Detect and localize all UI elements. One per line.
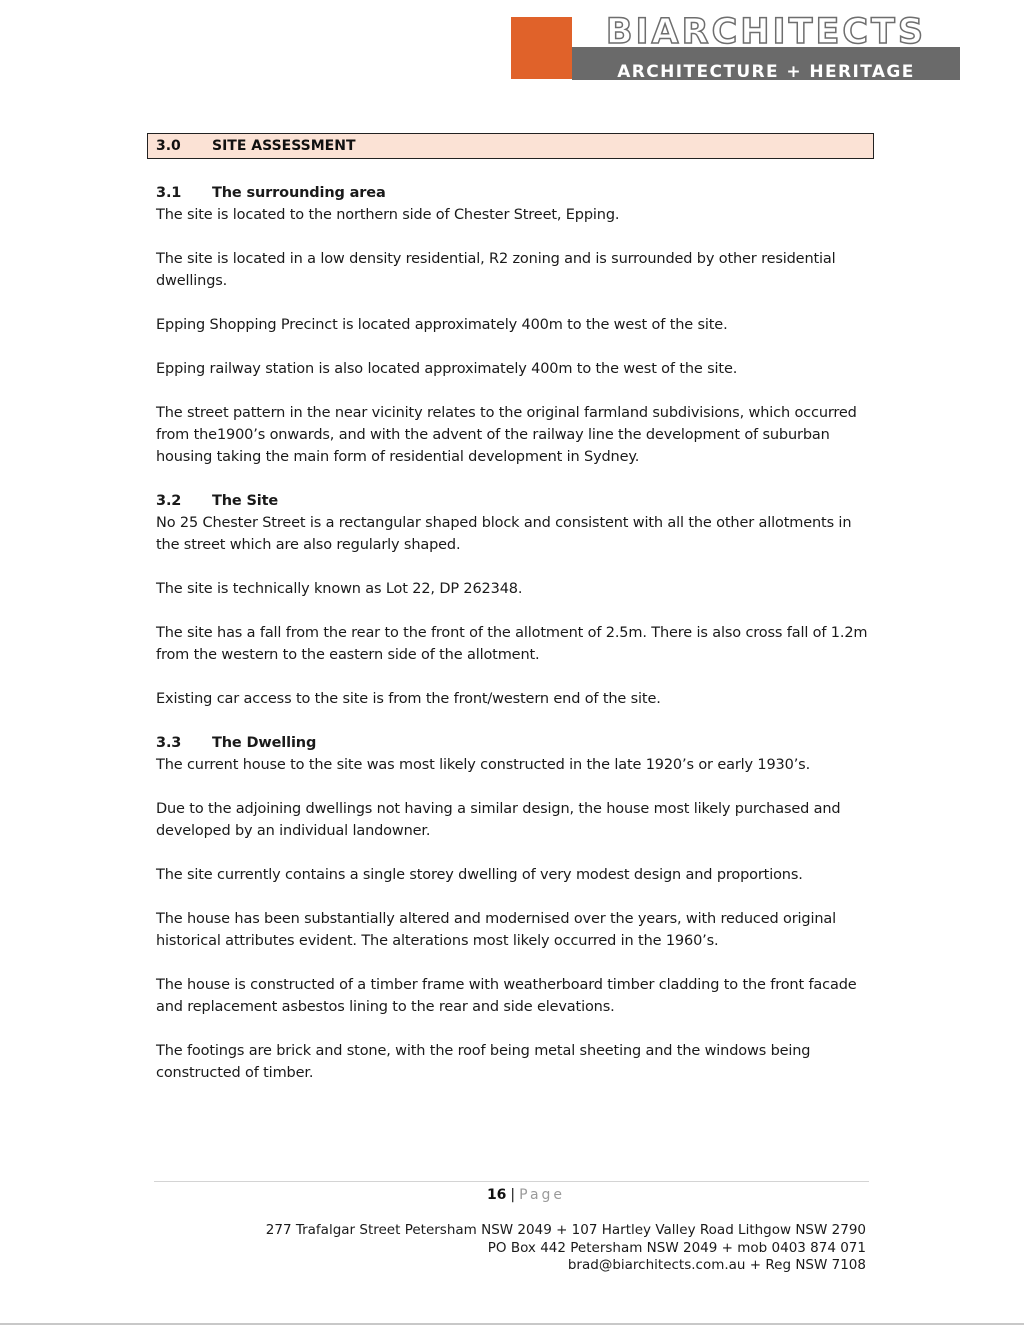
footer-address <box>226 1222 866 1275</box>
logo-tagline: ARCHITECTURE + HERITAGE <box>617 62 915 82</box>
paragraph: The footings are brick and stone, with the roof being metal sheeting and the windows being constructed of timber. <box>156 1043 811 1081</box>
page-number: 16 <box>486 1187 507 1203</box>
paragraph: The street pattern in the near vicinity relates to the original farmland subdivisions, which occurred from the1900’s onwards, and with the advent of the railway line the development of suburban housing taking the main form of residential development in Sydney. <box>156 405 857 465</box>
paragraph: Epping Shopping Precinct is located approximately 400m to the west of the site. <box>156 317 728 333</box>
subsection-surrounding-area <box>156 182 876 468</box>
company-logo <box>511 12 960 82</box>
page-number-separator: | <box>510 1187 516 1203</box>
subsection-number: 3.3 <box>156 735 182 751</box>
subsection-the-dwelling <box>156 732 876 1084</box>
paragraph: The site is technically known as Lot 22, DP 262348. <box>156 581 523 597</box>
paragraph: Epping railway station is also located approximately 400m to the west of the site. <box>156 361 738 377</box>
paragraph: No 25 Chester Street is a rectangular shaped block and consistent with all the other allotments in the street which are also regularly shaped. <box>156 515 852 553</box>
subsection-number: 3.2 <box>156 493 182 509</box>
footer-divider <box>154 1181 869 1182</box>
logo-orange-square <box>511 17 572 79</box>
subsection-title: The Site <box>212 493 279 509</box>
subsection-heading <box>156 490 876 512</box>
footer-contact-line: brad@biarchitects.com.au + Reg NSW 7108 <box>567 1257 866 1273</box>
paragraph: The site currently contains a single storey dwelling of very modest design and proportions. <box>156 867 803 883</box>
paragraph: Existing car access to the site is from the front/western end of the site. <box>156 691 661 707</box>
document-body <box>156 182 876 1106</box>
section-header <box>147 133 874 159</box>
paragraph: The site is located to the northern side of Chester Street, Epping. <box>156 207 620 223</box>
subsection-number: 3.1 <box>156 185 182 201</box>
subsection-the-site <box>156 490 876 710</box>
page-label: Page <box>519 1187 566 1203</box>
footer-address-line: PO Box 442 Petersham NSW 2049 + mob 0403 874 071 <box>487 1239 866 1256</box>
logo-name: BIARCHITECTS <box>605 12 927 52</box>
subsection-title: The surrounding area <box>212 185 386 201</box>
subsection-title: The Dwelling <box>212 735 317 751</box>
paragraph: The current house to the site was most likely constructed in the late 1920’s or early 1930’s. <box>156 757 811 773</box>
paragraph: The site has a fall from the rear to the front of the allotment of 2.5m. There is also cross fall of 1.2m from the western to the eastern side of the allotment. <box>156 625 868 663</box>
footer-address-line: 277 Trafalgar Street Petersham NSW 2049 + 107 Hartley Valley Road Lithgow NSW 2790 <box>265 1222 866 1238</box>
paragraph: The house has been substantially altered and modernised over the years, with reduced original historical attributes evident. The alterations most likely occurred in the 1960’s. <box>156 911 836 949</box>
paragraph: The site is located in a low density residential, R2 zoning and is surrounded by other residential dwellings. <box>156 251 836 289</box>
section-number: 3.0 <box>156 138 181 154</box>
paragraph: Due to the adjoining dwellings not having a similar design, the house most likely purchased and developed by an individual landowner. <box>156 801 841 839</box>
section-title: SITE ASSESSMENT <box>212 138 356 154</box>
page-number-line <box>0 1186 1024 1204</box>
subsection-heading <box>156 182 876 204</box>
paragraph: The house is constructed of a timber frame with weatherboard timber cladding to the front facade and replacement asbestos lining to the rear and side elevations. <box>156 977 857 1015</box>
subsection-heading <box>156 732 876 754</box>
